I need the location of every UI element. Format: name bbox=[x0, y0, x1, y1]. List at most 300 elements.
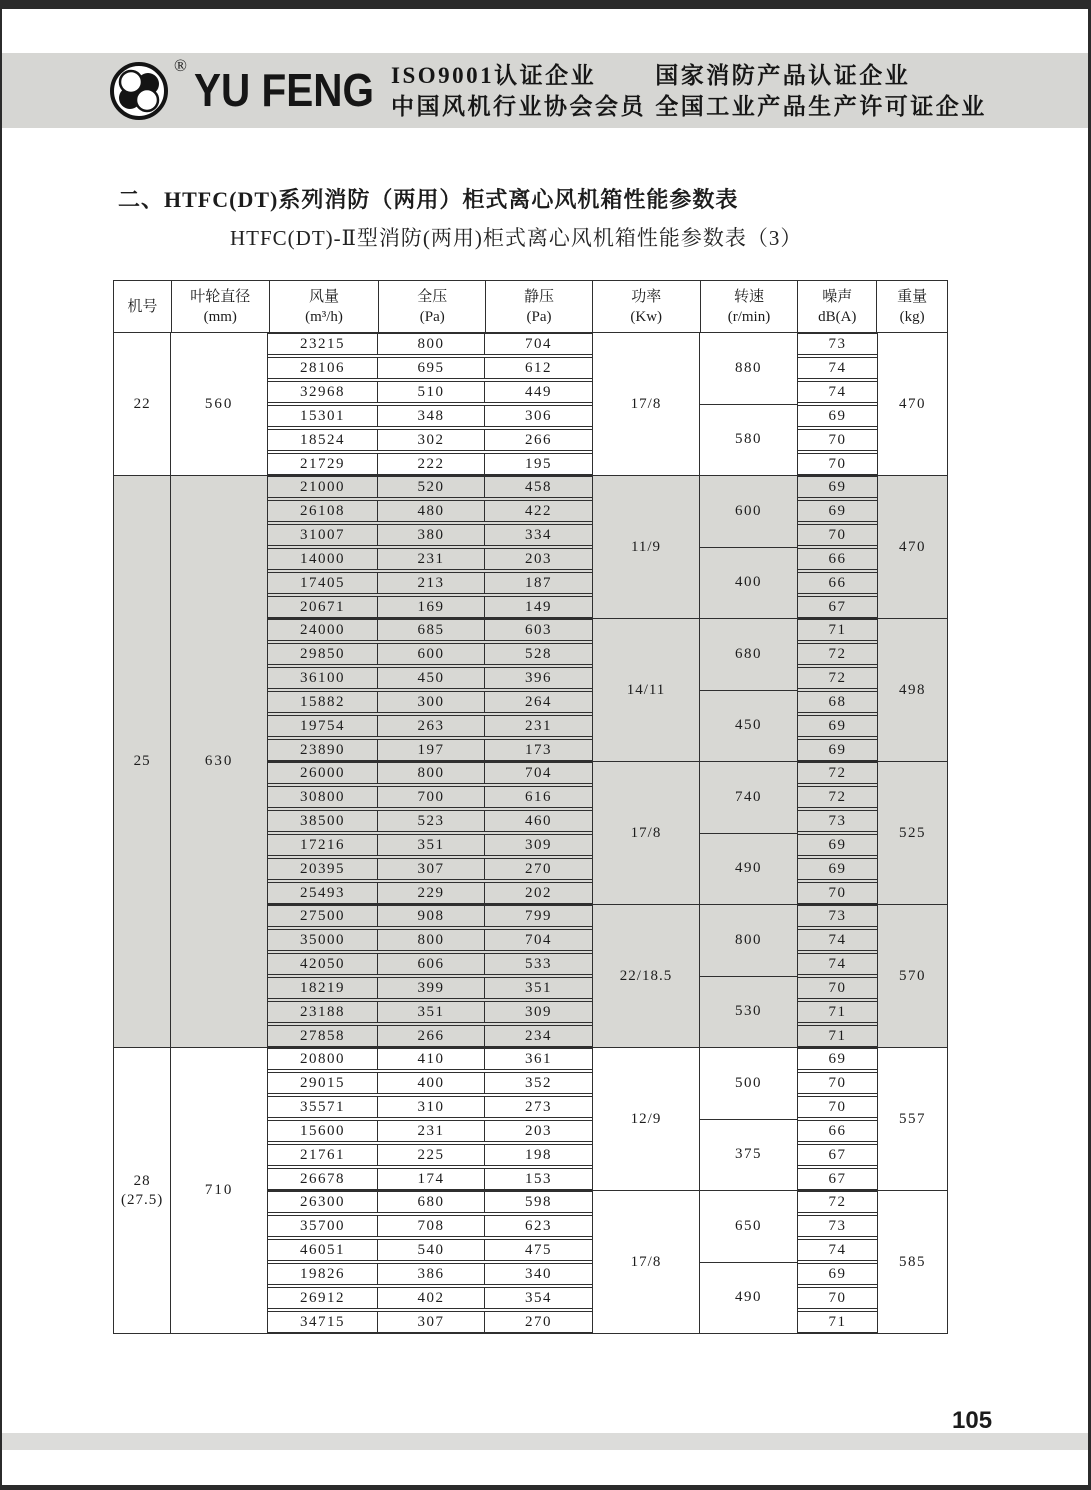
static-pressure-cell: 270 bbox=[525, 860, 552, 877]
machine-no-cell bbox=[114, 1048, 171, 1333]
air-volume-cell: 15600 bbox=[268, 1121, 378, 1141]
total-pressure-cell: 307 bbox=[378, 1312, 485, 1332]
noise-column bbox=[798, 619, 877, 761]
noise-cell: 73 bbox=[798, 1215, 877, 1237]
machine-no: 28 bbox=[133, 1172, 151, 1189]
static-pressure-cell: 460 bbox=[525, 812, 552, 829]
total-pressure-cell: 606 bbox=[378, 954, 485, 974]
noise-cell: 70 bbox=[798, 1072, 877, 1094]
speed-cell-high: 740 bbox=[700, 762, 797, 834]
static-pressure-cell: 704 bbox=[525, 764, 552, 781]
static-pressure-cell: 449 bbox=[525, 383, 552, 400]
noise-cell: 69 bbox=[798, 834, 877, 856]
air-volume-cell: 29015 bbox=[268, 1073, 378, 1093]
noise-cell: 73 bbox=[798, 905, 877, 927]
air-volume-cell: 21729 bbox=[268, 454, 378, 474]
total-pressure-cell: 231 bbox=[378, 1121, 485, 1141]
table-row bbox=[268, 1191, 592, 1213]
speed-cell-low: 580 bbox=[735, 431, 762, 448]
air-volume-cell: 15301 bbox=[268, 406, 378, 426]
noise-cell: 66 bbox=[798, 548, 877, 570]
total-pressure-cell: 263 bbox=[378, 716, 485, 736]
table-row bbox=[268, 739, 592, 761]
total-pressure-cell: 229 bbox=[378, 883, 485, 903]
table-row bbox=[268, 1168, 592, 1190]
air-volume-cell: 14000 bbox=[268, 549, 378, 569]
air-volume-cell: 23890 bbox=[268, 740, 378, 760]
air-volume-cell: 26912 bbox=[268, 1288, 378, 1308]
power-cell: 17/8 bbox=[592, 333, 700, 475]
table-row bbox=[268, 500, 592, 522]
static-pressure-cell: 270 bbox=[525, 1313, 552, 1330]
noise-cell: 69 bbox=[798, 858, 877, 880]
total-pressure-cell: 908 bbox=[378, 906, 485, 926]
power-group bbox=[268, 476, 947, 618]
noise-cell: 71 bbox=[798, 1001, 877, 1023]
cert-production-license: 全国工业产品生产许可证企业 bbox=[655, 94, 987, 119]
total-pressure-cell: 695 bbox=[378, 358, 485, 378]
table-row bbox=[268, 572, 592, 594]
certification-text bbox=[391, 60, 987, 122]
total-pressure-cell: 169 bbox=[378, 597, 485, 617]
static-pressure-cell: 273 bbox=[525, 1098, 552, 1115]
noise-cell: 69 bbox=[798, 1048, 877, 1070]
power-group bbox=[268, 1048, 947, 1190]
air-volume-cell: 21761 bbox=[268, 1145, 378, 1165]
static-pressure-cell: 198 bbox=[525, 1146, 552, 1163]
air-volume-cell: 25493 bbox=[268, 883, 378, 903]
speed-column bbox=[700, 476, 798, 618]
table-row bbox=[268, 1120, 592, 1142]
noise-cell: 70 bbox=[798, 453, 877, 475]
table-row bbox=[268, 381, 592, 403]
total-pressure-cell: 410 bbox=[378, 1049, 485, 1069]
table-row bbox=[268, 929, 592, 951]
header-impeller-diameter: 叶轮直径 (mm) bbox=[172, 281, 270, 332]
total-pressure-cell: 450 bbox=[378, 668, 485, 688]
flow-columns bbox=[268, 476, 592, 618]
machine-no-sub: (27.5) bbox=[121, 1191, 164, 1208]
air-volume-cell: 20671 bbox=[268, 597, 378, 617]
fan-logo-icon bbox=[108, 59, 172, 123]
header-power: 功率 (Kw) bbox=[593, 281, 701, 332]
air-volume-cell: 26678 bbox=[268, 1169, 378, 1189]
noise-cell: 70 bbox=[798, 1096, 877, 1118]
total-pressure-cell: 800 bbox=[378, 930, 485, 950]
static-pressure-cell: 203 bbox=[525, 550, 552, 567]
static-pressure-cell: 234 bbox=[525, 1027, 552, 1044]
noise-cell: 72 bbox=[798, 1191, 877, 1213]
machine-no: 25 bbox=[133, 753, 151, 769]
flow-columns bbox=[268, 1191, 592, 1333]
air-volume-cell: 15882 bbox=[268, 692, 378, 712]
static-pressure-cell: 354 bbox=[525, 1289, 552, 1306]
table-row bbox=[268, 1072, 592, 1094]
machine-no-cell bbox=[114, 476, 171, 1047]
table-row bbox=[268, 333, 592, 355]
table-row bbox=[268, 1048, 592, 1070]
speed-cell-high: 500 bbox=[700, 1048, 797, 1120]
noise-column bbox=[798, 333, 877, 475]
weight-cell: 470 bbox=[877, 333, 947, 475]
noise-cell: 71 bbox=[798, 1025, 877, 1047]
table-row bbox=[268, 1287, 592, 1309]
noise-cell: 67 bbox=[798, 1168, 877, 1190]
air-volume-cell: 24000 bbox=[268, 620, 378, 640]
air-volume-cell: 35571 bbox=[268, 1097, 378, 1117]
footer-band bbox=[2, 1433, 1088, 1450]
noise-cell: 69 bbox=[798, 715, 877, 737]
static-pressure-cell: 340 bbox=[525, 1265, 552, 1282]
table-row bbox=[268, 548, 592, 570]
noise-cell: 72 bbox=[798, 667, 877, 689]
speed-column bbox=[700, 762, 798, 904]
table-row bbox=[268, 453, 592, 475]
noise-column bbox=[798, 1191, 877, 1333]
power-cell: 22/18.5 bbox=[592, 905, 700, 1047]
air-volume-cell: 20395 bbox=[268, 859, 378, 879]
total-pressure-cell: 351 bbox=[378, 835, 485, 855]
air-volume-cell: 30800 bbox=[268, 787, 378, 807]
static-pressure-cell: 231 bbox=[525, 717, 552, 734]
air-volume-cell: 26300 bbox=[268, 1192, 378, 1212]
table-row bbox=[268, 357, 592, 379]
total-pressure-cell: 213 bbox=[378, 573, 485, 593]
noise-cell: 72 bbox=[798, 762, 877, 784]
noise-cell: 72 bbox=[798, 643, 877, 665]
table-row bbox=[268, 1239, 592, 1261]
air-volume-cell: 38500 bbox=[268, 811, 378, 831]
air-volume-cell: 18219 bbox=[268, 978, 378, 998]
table-row bbox=[268, 810, 592, 832]
static-pressure-cell: 149 bbox=[525, 598, 552, 615]
weight-cell: 470 bbox=[877, 476, 947, 618]
table-row bbox=[268, 1144, 592, 1166]
static-pressure-cell: 458 bbox=[525, 478, 552, 495]
block-groups bbox=[268, 333, 947, 475]
table-row bbox=[268, 476, 592, 498]
speed-cell-low: 490 bbox=[735, 1289, 762, 1306]
table-row bbox=[268, 977, 592, 999]
power-cell: 11/9 bbox=[592, 476, 700, 618]
performance-table bbox=[113, 280, 948, 1334]
air-volume-cell: 27858 bbox=[268, 1026, 378, 1046]
air-volume-cell: 21000 bbox=[268, 477, 378, 497]
total-pressure-cell: 540 bbox=[378, 1240, 485, 1260]
static-pressure-cell: 533 bbox=[525, 955, 552, 972]
air-volume-cell: 28106 bbox=[268, 358, 378, 378]
power-group bbox=[268, 761, 947, 904]
static-pressure-cell: 352 bbox=[525, 1074, 552, 1091]
cert-line-2 bbox=[391, 91, 987, 122]
total-pressure-cell: 307 bbox=[378, 859, 485, 879]
noise-cell: 67 bbox=[798, 596, 877, 618]
air-volume-cell: 26108 bbox=[268, 501, 378, 521]
block-groups bbox=[268, 1048, 947, 1333]
speed-column bbox=[700, 905, 798, 1047]
table-body bbox=[114, 333, 947, 1333]
total-pressure-cell: 800 bbox=[378, 763, 485, 783]
static-pressure-cell: 475 bbox=[525, 1241, 552, 1258]
weight-cell: 585 bbox=[877, 1191, 947, 1333]
header-noise: 噪声 dB(A) bbox=[798, 281, 877, 332]
weight-cell: 525 bbox=[877, 762, 947, 904]
speed-cell-low: 400 bbox=[735, 574, 762, 591]
flow-columns bbox=[268, 1048, 592, 1190]
air-volume-cell: 34715 bbox=[268, 1312, 378, 1332]
header-band bbox=[2, 53, 1088, 128]
weight-cell: 498 bbox=[877, 619, 947, 761]
machine-no: 22 bbox=[133, 395, 151, 412]
static-pressure-cell: 203 bbox=[525, 1122, 552, 1139]
noise-cell: 70 bbox=[798, 882, 877, 904]
static-pressure-cell: 528 bbox=[525, 645, 552, 662]
flow-columns bbox=[268, 905, 592, 1047]
static-pressure-cell: 704 bbox=[525, 335, 552, 352]
table-block bbox=[114, 1047, 947, 1333]
speed-cell-high: 880 bbox=[700, 333, 797, 405]
table-header-row bbox=[114, 281, 947, 333]
total-pressure-cell: 400 bbox=[378, 1073, 485, 1093]
table-row bbox=[268, 834, 592, 856]
speed-column bbox=[700, 1048, 798, 1190]
static-pressure-cell: 351 bbox=[525, 979, 552, 996]
static-pressure-cell: 309 bbox=[525, 836, 552, 853]
static-pressure-cell: 396 bbox=[525, 669, 552, 686]
cert-iso9001: ISO9001认证企业 bbox=[391, 63, 597, 88]
noise-cell: 73 bbox=[798, 810, 877, 832]
noise-column bbox=[798, 1048, 877, 1190]
static-pressure-cell: 603 bbox=[525, 621, 552, 638]
yufeng-logo bbox=[108, 56, 188, 123]
static-pressure-cell: 334 bbox=[525, 526, 552, 543]
table-row bbox=[268, 619, 592, 641]
total-pressure-cell: 680 bbox=[378, 1192, 485, 1212]
noise-cell: 74 bbox=[798, 357, 877, 379]
air-volume-cell: 29850 bbox=[268, 644, 378, 664]
flow-columns bbox=[268, 333, 592, 475]
table-row bbox=[268, 1096, 592, 1118]
table-row bbox=[268, 858, 592, 880]
cert-national-fire-product: 国家消防产品认证企业 bbox=[655, 63, 911, 88]
section-title: 二、HTFC(DT)系列消防（两用）柜式离心风机箱性能参数表 bbox=[118, 187, 739, 212]
air-volume-cell: 35000 bbox=[268, 930, 378, 950]
total-pressure-cell: 402 bbox=[378, 1288, 485, 1308]
static-pressure-cell: 306 bbox=[525, 407, 552, 424]
table-row bbox=[268, 786, 592, 808]
cert-line-1 bbox=[391, 60, 987, 91]
total-pressure-cell: 708 bbox=[378, 1216, 485, 1236]
noise-cell: 70 bbox=[798, 1287, 877, 1309]
table-row bbox=[268, 1263, 592, 1285]
air-volume-cell: 17216 bbox=[268, 835, 378, 855]
impeller-diameter-cell: 630 bbox=[171, 476, 268, 1047]
static-pressure-cell: 153 bbox=[525, 1170, 552, 1187]
header-weight: 重量 (kg) bbox=[897, 288, 928, 325]
power-group bbox=[268, 618, 947, 761]
air-volume-cell: 35700 bbox=[268, 1216, 378, 1236]
static-pressure-cell: 422 bbox=[525, 502, 552, 519]
table-row bbox=[268, 1001, 592, 1023]
table-row bbox=[268, 596, 592, 618]
air-volume-cell: 23188 bbox=[268, 1002, 378, 1022]
total-pressure-cell: 351 bbox=[378, 1002, 485, 1022]
flow-columns bbox=[268, 619, 592, 761]
power-cell: 14/11 bbox=[592, 619, 700, 761]
noise-cell: 70 bbox=[798, 429, 877, 451]
noise-cell: 69 bbox=[798, 476, 877, 498]
table-row bbox=[268, 882, 592, 904]
noise-cell: 66 bbox=[798, 572, 877, 594]
air-volume-cell: 46051 bbox=[268, 1240, 378, 1260]
speed-cell-low: 375 bbox=[735, 1146, 762, 1163]
total-pressure-cell: 399 bbox=[378, 978, 485, 998]
total-pressure-cell: 700 bbox=[378, 787, 485, 807]
speed-cell-high: 650 bbox=[700, 1191, 797, 1263]
static-pressure-cell: 195 bbox=[525, 455, 552, 472]
static-pressure-cell: 704 bbox=[525, 931, 552, 948]
static-pressure-cell: 799 bbox=[525, 907, 552, 924]
static-pressure-cell: 264 bbox=[525, 693, 552, 710]
table-row bbox=[268, 762, 592, 784]
table-row bbox=[268, 1311, 592, 1333]
static-pressure-cell: 173 bbox=[525, 741, 552, 758]
noise-column bbox=[798, 905, 877, 1047]
total-pressure-cell: 480 bbox=[378, 501, 485, 521]
speed-cell-high: 800 bbox=[700, 905, 797, 977]
total-pressure-cell: 266 bbox=[378, 1026, 485, 1046]
machine-no-cell bbox=[114, 333, 171, 475]
table-row bbox=[268, 643, 592, 665]
total-pressure-cell: 348 bbox=[378, 406, 485, 426]
speed-cell-low: 450 bbox=[735, 717, 762, 734]
air-volume-cell: 32968 bbox=[268, 382, 378, 402]
impeller-diameter-cell: 710 bbox=[171, 1048, 268, 1333]
total-pressure-cell: 174 bbox=[378, 1169, 485, 1189]
header-machine-no: 机号 bbox=[114, 281, 172, 332]
total-pressure-cell: 197 bbox=[378, 740, 485, 760]
noise-cell: 69 bbox=[798, 405, 877, 427]
total-pressure-cell: 800 bbox=[378, 334, 485, 354]
noise-cell: 74 bbox=[798, 381, 877, 403]
power-cell: 17/8 bbox=[592, 762, 700, 904]
total-pressure-cell: 386 bbox=[378, 1264, 485, 1284]
noise-cell: 70 bbox=[798, 977, 877, 999]
noise-column bbox=[798, 476, 877, 618]
speed-column bbox=[700, 619, 798, 761]
header-total-pressure: 全压 (Pa) bbox=[379, 281, 486, 332]
block-groups bbox=[268, 476, 947, 1047]
brand-name: YU FENG bbox=[194, 64, 374, 116]
weight-cell: 570 bbox=[877, 905, 947, 1047]
power-cell: 17/8 bbox=[592, 1191, 700, 1333]
speed-cell-high: 680 bbox=[700, 619, 797, 691]
total-pressure-cell: 685 bbox=[378, 620, 485, 640]
total-pressure-cell: 380 bbox=[378, 525, 485, 545]
header-static-pressure: 静压 (Pa) bbox=[486, 281, 593, 332]
noise-cell: 68 bbox=[798, 691, 877, 713]
total-pressure-cell: 523 bbox=[378, 811, 485, 831]
total-pressure-cell: 600 bbox=[378, 644, 485, 664]
noise-cell: 66 bbox=[798, 1120, 877, 1142]
weight-cell: 557 bbox=[877, 1048, 947, 1190]
noise-cell: 74 bbox=[798, 929, 877, 951]
static-pressure-cell: 266 bbox=[525, 431, 552, 448]
static-pressure-cell: 598 bbox=[525, 1193, 552, 1210]
power-group bbox=[268, 333, 947, 475]
air-volume-cell: 19826 bbox=[268, 1264, 378, 1284]
table-row bbox=[268, 905, 592, 927]
noise-cell: 69 bbox=[798, 500, 877, 522]
table-row bbox=[268, 667, 592, 689]
air-volume-cell: 42050 bbox=[268, 954, 378, 974]
air-volume-cell: 20800 bbox=[268, 1049, 378, 1069]
table-row bbox=[268, 1025, 592, 1047]
cert-fan-association-member: 中国风机行业协会会员 bbox=[391, 94, 646, 119]
noise-cell: 74 bbox=[798, 953, 877, 975]
air-volume-cell: 26000 bbox=[268, 763, 378, 783]
noise-cell: 71 bbox=[798, 1311, 877, 1333]
header-air-volume: 风量 (m³/h) bbox=[270, 281, 380, 332]
total-pressure-cell: 302 bbox=[378, 430, 485, 450]
noise-cell: 73 bbox=[798, 333, 877, 355]
noise-cell: 69 bbox=[798, 739, 877, 761]
speed-cell-low: 530 bbox=[735, 1003, 762, 1020]
speed-column bbox=[700, 333, 798, 475]
air-volume-cell: 27500 bbox=[268, 906, 378, 926]
static-pressure-cell: 187 bbox=[525, 574, 552, 591]
speed-cell-high: 600 bbox=[700, 476, 797, 548]
noise-cell: 70 bbox=[798, 524, 877, 546]
total-pressure-cell: 300 bbox=[378, 692, 485, 712]
table-row bbox=[268, 405, 592, 427]
air-volume-cell: 23215 bbox=[268, 334, 378, 354]
total-pressure-cell: 225 bbox=[378, 1145, 485, 1165]
total-pressure-cell: 310 bbox=[378, 1097, 485, 1117]
table-block bbox=[114, 475, 947, 1047]
page-number: 105 bbox=[952, 1407, 993, 1434]
air-volume-cell: 17405 bbox=[268, 573, 378, 593]
speed-cell-low: 490 bbox=[735, 860, 762, 877]
static-pressure-cell: 202 bbox=[525, 884, 552, 901]
speed-column bbox=[700, 1191, 798, 1333]
power-group bbox=[268, 904, 947, 1047]
noise-cell: 69 bbox=[798, 1263, 877, 1285]
air-volume-cell: 19754 bbox=[268, 716, 378, 736]
noise-cell: 72 bbox=[798, 786, 877, 808]
noise-column bbox=[798, 762, 877, 904]
total-pressure-cell: 222 bbox=[378, 454, 485, 474]
total-pressure-cell: 510 bbox=[378, 382, 485, 402]
static-pressure-cell: 616 bbox=[525, 788, 552, 805]
air-volume-cell: 18524 bbox=[268, 430, 378, 450]
table-title: HTFC(DT)-Ⅱ型消防(两用)柜式离心风机箱性能参数表（3） bbox=[230, 226, 803, 250]
total-pressure-cell: 520 bbox=[378, 477, 485, 497]
impeller-diameter-cell: 560 bbox=[171, 333, 268, 475]
flow-columns bbox=[268, 762, 592, 904]
table-block bbox=[114, 333, 947, 475]
air-volume-cell: 31007 bbox=[268, 525, 378, 545]
registered-trademark-icon: ® bbox=[174, 56, 187, 75]
static-pressure-cell: 612 bbox=[525, 359, 552, 376]
table-row bbox=[268, 953, 592, 975]
static-pressure-cell: 623 bbox=[525, 1217, 552, 1234]
table-row bbox=[268, 1215, 592, 1237]
static-pressure-cell: 309 bbox=[525, 1003, 552, 1020]
noise-cell: 74 bbox=[798, 1239, 877, 1261]
table-row bbox=[268, 429, 592, 451]
table-row bbox=[268, 691, 592, 713]
